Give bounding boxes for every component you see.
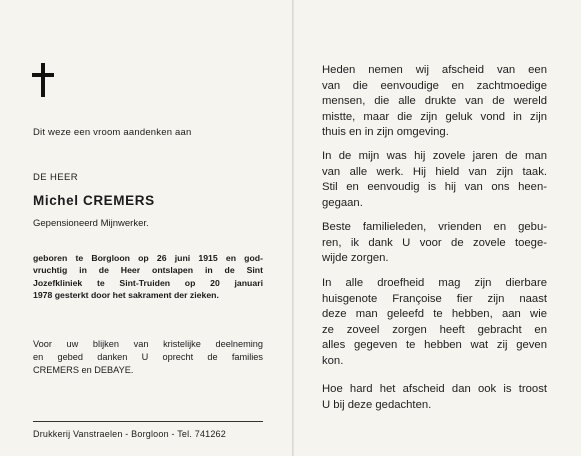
paragraph-line: ren, ik dank U voor de zovele toege- <box>322 236 547 249</box>
paragraph-line: alles gegeven te hebben wat zij geven <box>322 339 547 352</box>
deceased-name <box>33 193 155 208</box>
birth-line: vruchtig in de Heer ontslapen in de Sint <box>33 265 263 276</box>
birth-death-text <box>33 252 263 302</box>
divider <box>33 421 263 422</box>
paragraph-line: kon. <box>322 354 344 367</box>
paragraph <box>322 220 547 267</box>
paragraph-line: U bij deze gedachten. <box>322 398 432 411</box>
paragraph-line: huisgenote Françoise fier zijn naast <box>322 292 547 305</box>
paragraph-line: In de mijn was hij zovele jaren de man <box>322 150 547 162</box>
paragraph-line: wijde zorgen. <box>322 252 389 265</box>
occupation-text: Gepensioneerd Mijnwerker. <box>33 218 149 229</box>
paragraph-line: mensen, die alle drukte van de wereld <box>322 95 547 108</box>
paragraph <box>322 63 547 141</box>
birth-line: geboren te Borgloon op 26 juni 1915 en god- <box>33 253 263 263</box>
first-name: Michel <box>33 193 79 208</box>
paragraph-line: deze man geleefd te hebben, aan wie <box>322 308 547 321</box>
paragraph-line: Stil en eenvoudig is hij van ons heen- <box>322 181 547 194</box>
paragraph-line: van alle werk. Hij hield van zijn taak. <box>322 165 547 178</box>
paragraph-line: In alle droefheid mag zijn dierbare <box>322 277 547 289</box>
birth-line: Jozefkliniek te Sint-Truiden op 20 januari <box>33 277 263 288</box>
title-text: DE HEER <box>33 172 79 183</box>
thanks-line: CREMERS en DEBAYE. <box>33 365 134 376</box>
paragraph-line: Beste familieleden, vrienden en gebu- <box>322 221 547 233</box>
paragraph-line: van die eenvoudige en zachtmoedige <box>322 79 547 92</box>
paragraph-line: ze zoveel zorgen heeft gebracht en <box>322 323 547 336</box>
paragraph <box>322 149 547 211</box>
birth-line: 1978 gesterkt door het sakrament der zieken. <box>33 290 219 301</box>
thanks-line: en gebed danken U oprecht de families <box>33 352 263 363</box>
thanks-text <box>33 338 263 378</box>
last-name: CREMERS <box>82 193 155 208</box>
printer-credit: Drukkerij Vanstraelen - Borgloon - Tel. 741262 <box>33 429 226 439</box>
paragraph <box>322 382 547 413</box>
paragraph-line: gegaan. <box>322 196 363 209</box>
thanks-line: Voor uw blijken van kristelijke deelneming <box>33 339 263 349</box>
right-page <box>294 0 581 456</box>
cross-icon <box>32 63 54 97</box>
paragraph-line: mistte, maar die zijn geluk vond in zijn <box>322 110 547 123</box>
intro-text: Dit weze een vroom aandenken aan <box>33 127 192 138</box>
paragraph-line: thuis en in zijn omgeving. <box>322 126 449 139</box>
paragraph-line: Heden nemen wij afscheid van een <box>322 64 547 76</box>
paragraph-line: Hoe hard het afscheid dan ook is troost <box>322 383 547 395</box>
paragraph <box>322 276 547 370</box>
